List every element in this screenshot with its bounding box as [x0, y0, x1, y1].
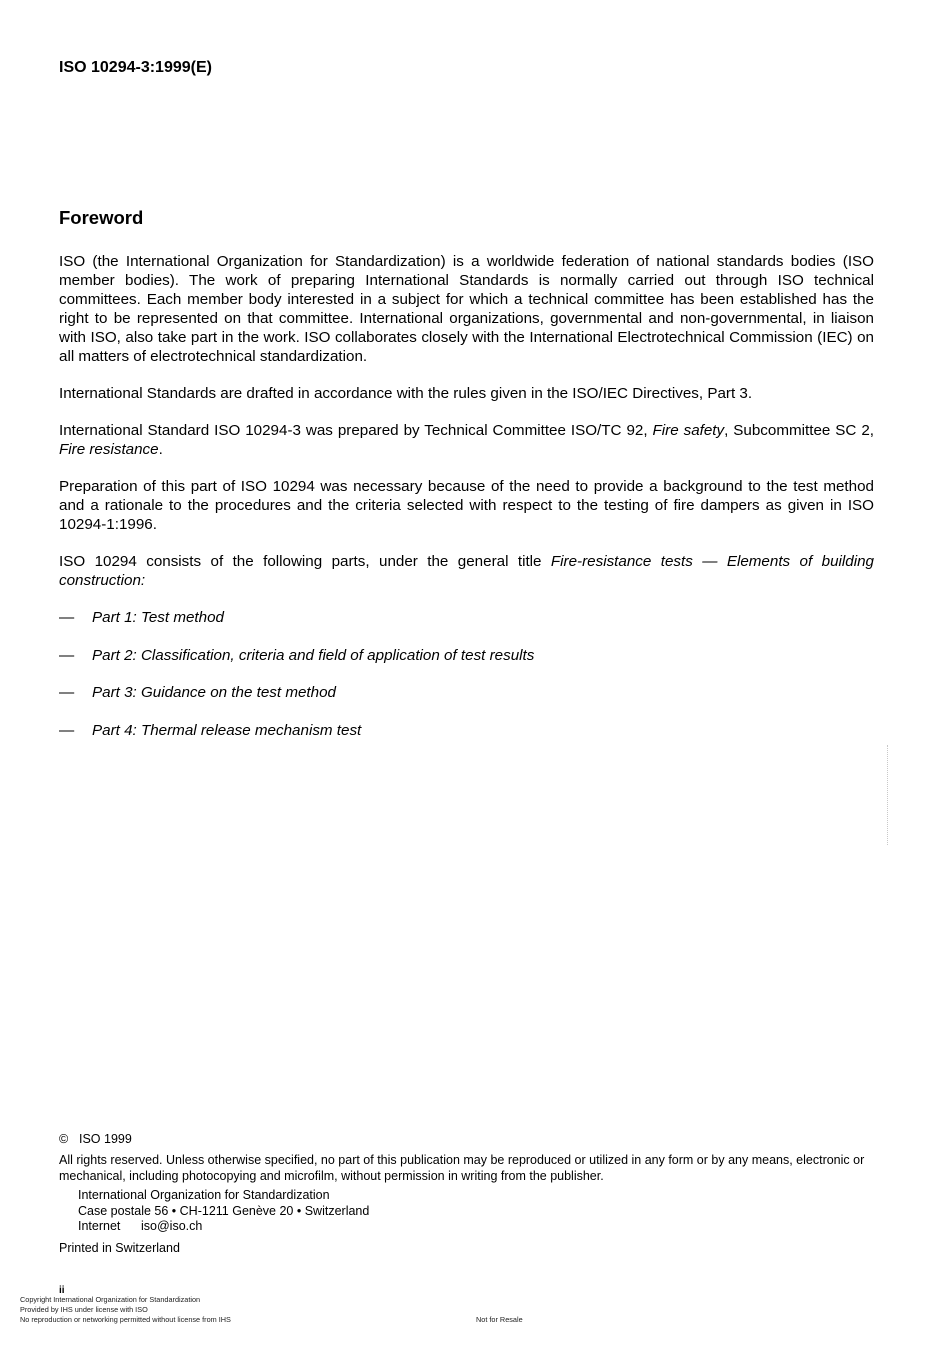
ihs-footer-line-2: Provided by IHS under license with ISO [20, 1305, 148, 1314]
foreword-paragraph-2: International Standards are drafted in accordance with the rules given in the ISO/IEC Directives, Part 3. [59, 385, 753, 402]
list-dash: — [59, 722, 75, 739]
margin-scan-mark [887, 745, 890, 845]
printed-in: Printed in Switzerland [59, 1240, 180, 1255]
part-3-label: Part 3: Guidance on the test method [92, 684, 336, 701]
copyright-year: ISO 1999 [79, 1132, 132, 1146]
org-name: International Organization for Standardization [78, 1188, 330, 1202]
list-item [59, 721, 361, 740]
p3-post: . [158, 441, 163, 458]
foreword-paragraph-3 [59, 421, 874, 459]
org-address: Case postale 56 • CH-1211 Genève 20 • Switzerland [78, 1203, 370, 1218]
tc-title: Fire safety [652, 422, 725, 439]
sc-title: Fire resistance [59, 441, 159, 458]
copyright-line [59, 1131, 874, 1147]
part-2-label: Part 2: Classification, criteria and field of application of test results [92, 647, 535, 664]
list-item [59, 683, 336, 702]
foreword-heading: Foreword [59, 207, 144, 228]
general-title: Fire-resistance tests — Elements of building construction: [59, 553, 874, 589]
org-internet [78, 1219, 874, 1235]
list-dash: — [59, 647, 75, 664]
not-for-resale: Not for Resale [476, 1315, 523, 1324]
list-dash: — [59, 609, 75, 626]
list-dash: — [59, 684, 75, 701]
part-4-label: Part 4: Thermal release mechanism test [92, 722, 362, 739]
org-address-block [59, 1188, 874, 1235]
page-number: ii [59, 1285, 65, 1296]
part-1-label: Part 1: Test method [92, 609, 224, 626]
p3-pre: International Standard ISO 10294-3 was prepared by Technical Committee ISO/TC 92, [59, 422, 653, 439]
ihs-license-footer [20, 1295, 231, 1325]
rights-statement: All rights reserved. Unless otherwise specified, no part of this publication may be reproduced or utilized in any form or by any means, electronic or mechanical, including photocopying and microfilm, without permission in writing from the publisher. [59, 1153, 865, 1183]
copyright-symbol: © [59, 1132, 69, 1146]
ihs-footer-line-1: Copyright International Organization for Standardization [20, 1295, 201, 1304]
document-id: ISO 10294-3:1999(E) [59, 59, 212, 76]
ihs-footer-line-3: No reproduction or networking permitted without license from IHS [20, 1315, 231, 1324]
internet-label: Internet [78, 1219, 121, 1233]
p3-mid: , Subcommittee SC 2, [724, 422, 874, 439]
copyright-block [59, 1131, 874, 1256]
internet-email: iso@iso.ch [141, 1219, 203, 1233]
list-item [59, 608, 224, 627]
list-item [59, 646, 534, 665]
foreword-paragraph-4: Preparation of this part of ISO 10294 was necessary because of the need to provide a background to the test method and a rationale to the procedures and the criteria selected with respect to the testing of fire dampers as given in ISO 10294-1:1996. [59, 478, 874, 533]
foreword-paragraph-5 [59, 552, 874, 590]
foreword-paragraph-1: ISO (the International Organization for Standardization) is a worldwide federation of national standards bodies (ISO member bodies). The work of preparing International Standards is normally carried out through ISO technical committees. Each member body interested in a subject for which a technical committee has been established has the right to be represented on that committee. International organizations, governmental and non-governmental, in liaison with ISO, also take part in the work. ISO collaborates closely with the International Electrotechnical Commission (IEC) on all matters of electrotechnical standardization. [59, 253, 874, 365]
p5-pre: ISO 10294 consists of the following parts, under the general title [59, 553, 551, 570]
